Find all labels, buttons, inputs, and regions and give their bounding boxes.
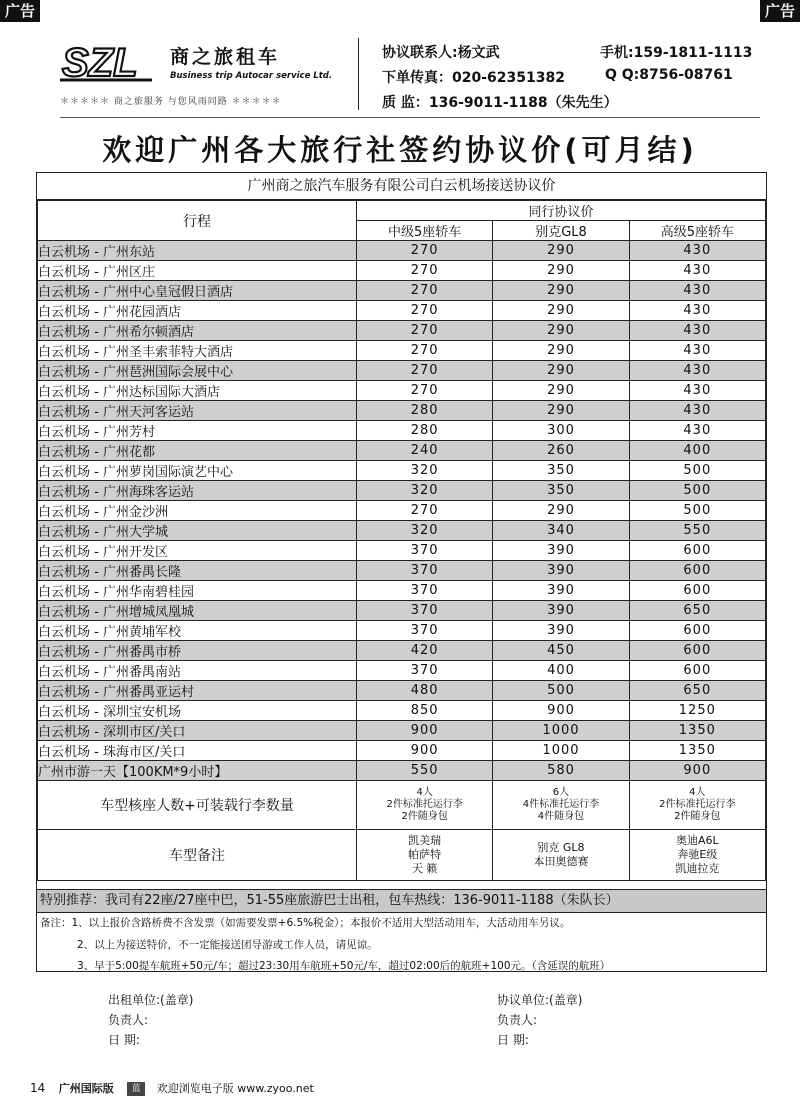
table-row xyxy=(38,481,766,501)
price-cell: 390 xyxy=(493,581,629,601)
sheet-subtitle: 广州商之旅汽车服务有限公司白云机场接送协议价 xyxy=(37,173,766,200)
capacity-cell: 4人 2件标准托运行李 2件随身包 xyxy=(629,781,765,830)
table-row xyxy=(38,441,766,461)
ad-tag-left: 广告 xyxy=(0,0,40,22)
models-cell: 凯美瑞 帕萨特 天 籁 xyxy=(357,830,493,881)
price-cell: 290 xyxy=(493,401,629,421)
publication-name: 广州国际版 xyxy=(58,1082,114,1095)
sign-line: 协议单位:(盖章) xyxy=(497,993,583,1007)
price-cell: 290 xyxy=(493,261,629,281)
price-cell: 270 xyxy=(357,261,493,281)
route-cell: 白云机场 - 深圳市区/关口 xyxy=(38,721,357,741)
price-cell: 270 xyxy=(357,381,493,401)
sign-block-lessor xyxy=(108,990,193,1050)
price-cell: 290 xyxy=(493,281,629,301)
price-cell: 370 xyxy=(357,621,493,641)
price-cell: 270 xyxy=(357,321,493,341)
route-cell: 白云机场 - 广州圣丰索菲特大酒店 xyxy=(38,341,357,361)
price-cell: 580 xyxy=(493,761,629,781)
route-cell: 白云机场 - 珠海市区/关口 xyxy=(38,741,357,761)
logo-mark-text: SZL xyxy=(62,41,138,82)
price-cell: 430 xyxy=(629,421,765,441)
table-row xyxy=(38,661,766,681)
header-rule xyxy=(60,117,760,118)
table-row xyxy=(38,641,766,661)
table-row xyxy=(38,461,766,481)
table-row xyxy=(38,321,766,341)
route-header: 行程 xyxy=(38,201,357,241)
price-cell: 430 xyxy=(629,301,765,321)
price-cell: 430 xyxy=(629,261,765,281)
price-cell: 550 xyxy=(629,521,765,541)
price-cell: 350 xyxy=(493,481,629,501)
price-cell: 290 xyxy=(493,341,629,361)
price-cell: 900 xyxy=(357,741,493,761)
table-row xyxy=(38,381,766,401)
table-row xyxy=(38,721,766,741)
price-cell: 430 xyxy=(629,401,765,421)
price-cell: 430 xyxy=(629,241,765,261)
price-cell: 500 xyxy=(629,461,765,481)
table-row xyxy=(38,621,766,641)
contact-supervise: 质 监：136-9011-1188（朱先生） xyxy=(382,95,618,111)
price-rows xyxy=(38,241,766,781)
table-row xyxy=(38,741,766,761)
price-cell: 900 xyxy=(357,721,493,741)
price-cell: 500 xyxy=(629,501,765,521)
price-cell: 290 xyxy=(493,381,629,401)
header xyxy=(60,38,760,116)
price-cell: 400 xyxy=(493,661,629,681)
price-cell: 390 xyxy=(493,541,629,561)
price-cell: 1000 xyxy=(493,741,629,761)
models-row xyxy=(38,830,766,881)
price-cell: 270 xyxy=(357,281,493,301)
route-cell: 白云机场 - 广州萝岗国际演艺中心 xyxy=(38,461,357,481)
route-cell: 白云机场 - 广州达标国际大酒店 xyxy=(38,381,357,401)
contact-qq: Q Q:8756-08761 xyxy=(605,67,733,83)
note-2: 2、以上为接送特价，不一定能接送团导游或工作人员，请见谅。 xyxy=(77,939,378,951)
special-offer: 特别推荐：我司有22座/27座中巴，51-55座旅游巴士出租，包车热线：136-9011-1188（朱队长） xyxy=(37,889,766,913)
route-cell: 广州市游一天【100KM*9小时】 xyxy=(38,761,357,781)
price-cell: 370 xyxy=(357,561,493,581)
table-row xyxy=(38,601,766,621)
price-cell: 270 xyxy=(357,341,493,361)
note-3: 3、早于5:00提车航班+50元/车；超过23:30用车航班+50元/车，超过02:00后的航班+100元。（含延误的航班） xyxy=(77,960,611,972)
price-cell: 290 xyxy=(493,501,629,521)
contact-person: 协议联系人:杨文武 xyxy=(382,45,500,61)
route-cell: 白云机场 - 广州花都 xyxy=(38,441,357,461)
price-cell: 430 xyxy=(629,361,765,381)
price-cell: 650 xyxy=(629,601,765,621)
logo-slogan: ＊＊＊＊＊ 商之旅服务 与您风雨同路 ＊＊＊＊＊ xyxy=(60,97,282,107)
contact-mobile: 手机:159-1811-1113 xyxy=(600,45,753,61)
column-header: 高级5座轿车 xyxy=(629,221,765,241)
sign-line: 日 期: xyxy=(497,1033,529,1047)
price-sheet xyxy=(36,172,767,972)
price-cell: 390 xyxy=(493,561,629,581)
price-cell: 270 xyxy=(357,301,493,321)
price-cell: 480 xyxy=(357,681,493,701)
page-number: 14 xyxy=(30,1081,46,1095)
route-cell: 白云机场 - 广州芳村 xyxy=(38,421,357,441)
table-row xyxy=(38,701,766,721)
group-header: 同行协议价 xyxy=(357,201,766,221)
route-cell: 白云机场 - 广州花园酒店 xyxy=(38,301,357,321)
table-row xyxy=(38,301,766,321)
contact-fax: 下单传真：020-62351382 xyxy=(382,70,565,86)
price-cell: 290 xyxy=(493,301,629,321)
price-cell: 500 xyxy=(629,481,765,501)
price-cell: 320 xyxy=(357,461,493,481)
price-cell: 300 xyxy=(493,421,629,441)
price-cell: 420 xyxy=(357,641,493,661)
header-divider xyxy=(358,38,359,110)
page-footer xyxy=(30,1080,314,1096)
price-cell: 270 xyxy=(357,501,493,521)
route-cell: 白云机场 - 广州中心皇冠假日酒店 xyxy=(38,281,357,301)
price-cell: 290 xyxy=(493,241,629,261)
price-cell: 1350 xyxy=(629,721,765,741)
price-cell: 260 xyxy=(493,441,629,461)
footer-slogan: 欢迎浏览电子版 www.zyoo.net xyxy=(156,1082,314,1095)
sign-line: 日 期: xyxy=(108,1033,140,1047)
price-cell: 900 xyxy=(629,761,765,781)
route-cell: 白云机场 - 广州希尔顿酒店 xyxy=(38,321,357,341)
table-row xyxy=(38,261,766,281)
price-cell: 600 xyxy=(629,621,765,641)
price-cell: 600 xyxy=(629,661,765,681)
table-row xyxy=(38,761,766,781)
models-label: 车型备注 xyxy=(38,830,357,881)
models-cell: 奥迪A6L 奔驰E级 凯迪拉克 xyxy=(629,830,765,881)
price-cell: 270 xyxy=(357,361,493,381)
publication-badge-icon: 蓝 xyxy=(127,1082,145,1096)
route-cell: 白云机场 - 广州华南碧桂园 xyxy=(38,581,357,601)
price-cell: 600 xyxy=(629,641,765,661)
table-row xyxy=(38,581,766,601)
route-cell: 白云机场 - 广州海珠客运站 xyxy=(38,481,357,501)
price-cell: 430 xyxy=(629,341,765,361)
sign-line: 负责人: xyxy=(108,1013,149,1027)
route-cell: 白云机场 - 广州番禺长隆 xyxy=(38,561,357,581)
price-cell: 240 xyxy=(357,441,493,461)
price-cell: 1250 xyxy=(629,701,765,721)
sign-line: 负责人: xyxy=(497,1013,538,1027)
price-cell: 600 xyxy=(629,541,765,561)
price-cell: 1350 xyxy=(629,741,765,761)
route-cell: 白云机场 - 广州黄埔军校 xyxy=(38,621,357,641)
route-cell: 白云机场 - 广州开发区 xyxy=(38,541,357,561)
price-table xyxy=(37,200,766,881)
capacity-cell: 4人 2件标准托运行李 2件随身包 xyxy=(357,781,493,830)
price-cell: 280 xyxy=(357,401,493,421)
logo-cn-name: 商之旅租车 xyxy=(170,46,281,68)
price-cell: 290 xyxy=(493,321,629,341)
price-cell: 430 xyxy=(629,381,765,401)
szl-logo-icon xyxy=(60,40,155,82)
route-cell: 白云机场 - 广州琶洲国际会展中心 xyxy=(38,361,357,381)
route-cell: 白云机场 - 广州金沙洲 xyxy=(38,501,357,521)
capacity-row xyxy=(38,781,766,830)
price-cell: 1000 xyxy=(493,721,629,741)
price-cell: 400 xyxy=(629,441,765,461)
table-row xyxy=(38,241,766,261)
table-row xyxy=(38,541,766,561)
price-cell: 350 xyxy=(493,461,629,481)
table-row xyxy=(38,341,766,361)
route-cell: 白云机场 - 广州增城凤凰城 xyxy=(38,601,357,621)
route-cell: 白云机场 - 广州东站 xyxy=(38,241,357,261)
route-cell: 白云机场 - 广州番禺亚运村 xyxy=(38,681,357,701)
sign-line: 出租单位:(盖章) xyxy=(108,993,194,1007)
column-header: 中级5座轿车 xyxy=(357,221,493,241)
price-cell: 370 xyxy=(357,581,493,601)
note-1: 备注：1、以上报价含路桥费不含发票（如需要发票+6.5%税金）；本报价不适用大型活动用车，大活动用车另议。 xyxy=(40,917,571,929)
price-cell: 600 xyxy=(629,561,765,581)
price-cell: 850 xyxy=(357,701,493,721)
column-header: 别克GL8 xyxy=(493,221,629,241)
price-cell: 550 xyxy=(357,761,493,781)
price-cell: 900 xyxy=(493,701,629,721)
price-cell: 500 xyxy=(493,681,629,701)
table-row xyxy=(38,281,766,301)
ad-tag-right: 广告 xyxy=(760,0,800,22)
price-cell: 650 xyxy=(629,681,765,701)
route-cell: 白云机场 - 广州大学城 xyxy=(38,521,357,541)
logo-en-name: Business trip Autocar service Ltd. xyxy=(170,71,333,81)
price-cell: 370 xyxy=(357,601,493,621)
price-cell: 600 xyxy=(629,581,765,601)
route-cell: 白云机场 - 广州天河客运站 xyxy=(38,401,357,421)
price-cell: 280 xyxy=(357,421,493,441)
price-cell: 290 xyxy=(493,361,629,381)
table-row xyxy=(38,561,766,581)
table-row xyxy=(38,361,766,381)
table-row xyxy=(38,501,766,521)
price-cell: 370 xyxy=(357,661,493,681)
sign-block-partner xyxy=(497,990,582,1050)
route-cell: 白云机场 - 广州番禺南站 xyxy=(38,661,357,681)
route-cell: 白云机场 - 广州番禺市桥 xyxy=(38,641,357,661)
table-row xyxy=(38,681,766,701)
models-cell: 别克 GL8 本田奥德赛 xyxy=(493,830,629,881)
table-row xyxy=(38,421,766,441)
price-cell: 430 xyxy=(629,281,765,301)
price-cell: 390 xyxy=(493,621,629,641)
capacity-label: 车型核座人数+可装载行李数量 xyxy=(38,781,357,830)
table-row xyxy=(38,401,766,421)
price-cell: 450 xyxy=(493,641,629,661)
price-cell: 370 xyxy=(357,541,493,561)
page-title: 欢迎广州各大旅行社签约协议价(可月结) xyxy=(102,133,698,167)
price-cell: 340 xyxy=(493,521,629,541)
price-cell: 390 xyxy=(493,601,629,621)
table-row xyxy=(38,521,766,541)
price-cell: 320 xyxy=(357,481,493,501)
price-cell: 270 xyxy=(357,241,493,261)
company-logo xyxy=(60,38,345,108)
route-cell: 白云机场 - 广州区庄 xyxy=(38,261,357,281)
route-cell: 白云机场 - 深圳宝安机场 xyxy=(38,701,357,721)
capacity-cell: 6人 4件标准托运行李 4件随身包 xyxy=(493,781,629,830)
price-cell: 320 xyxy=(357,521,493,541)
price-cell: 430 xyxy=(629,321,765,341)
